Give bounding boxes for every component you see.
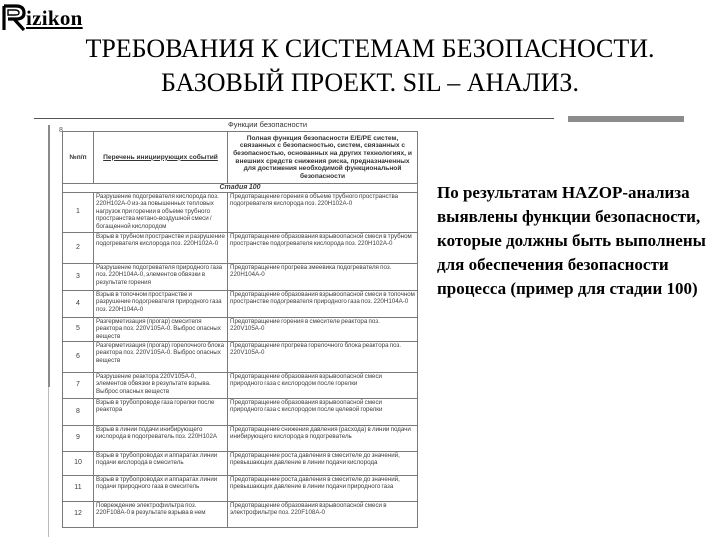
page-title-line-1: ТРЕБОВАНИЯ К СИСТЕМАМ БЕЗОПАСНОСТИ. xyxy=(85,34,655,63)
header-num: №п/п xyxy=(63,132,94,184)
logo-text: izikon xyxy=(26,5,83,30)
row-event: Взрыв в трубном пространстве и разрушение подогревателя кислорода поз. 220Н102А-0 xyxy=(94,232,228,263)
row-num: 6 xyxy=(63,341,94,372)
row-function: Предотвращение образования взрывоопасной смеси природного газа с кислородом после горелки xyxy=(228,372,418,398)
table-row xyxy=(63,232,418,263)
table-row xyxy=(63,341,418,372)
row-num: 5 xyxy=(63,317,94,341)
row-event: Разрушение подогревателя природного газа поз. 220Н104А-0, элементов обвязки в результате горения xyxy=(94,263,228,290)
row-num: 7 xyxy=(63,372,94,398)
row-function: Предотвращение роста давления в смесителе до значений, превышающих давление в линии подачи природного газа xyxy=(228,475,418,501)
row-num: 1 xyxy=(63,192,94,232)
row-event: Повреждение электрофильтра поз. 220F108А-0 в результате взрыва в нем xyxy=(94,501,228,527)
table-row xyxy=(63,475,418,501)
left-accent-line xyxy=(48,125,50,387)
table-row xyxy=(63,398,418,425)
row-event: Разрушение подогревателя кислорода поз. 220Н102А-0 из-за повышенных тепловых нагрузок при горении в объеме трубного пространства метано-воздушной смеси / богащенной кислородом xyxy=(94,192,228,232)
left-accent-line-lower xyxy=(48,387,49,537)
title-divider xyxy=(34,118,554,119)
row-num: 3 xyxy=(63,263,94,290)
row-function: Предотвращение образования взрывоопасной смеси в электрофильтре поз. 220F108А-0 xyxy=(228,501,418,527)
row-event: Взрыв в топочном пространстве и разрушение подогревателя природного газа поз. 220Н104А-0 xyxy=(94,290,228,317)
logo xyxy=(2,2,83,34)
row-num: 4 xyxy=(63,290,94,317)
row-num: 12 xyxy=(63,501,94,527)
document-section-title: Функции безопасности xyxy=(228,120,308,129)
row-function: Предотвращение образования взрывоопасной смеси природного газа с кислородом после целевой горелки xyxy=(228,398,418,425)
row-num: 11 xyxy=(63,475,94,501)
row-function: Предотвращение образования взрывоопасной смеси в топочном пространстве подогревателя природного газа поз. 220Н104А-0 xyxy=(228,290,418,317)
table-row xyxy=(63,263,418,290)
row-num: 9 xyxy=(63,425,94,451)
table-row xyxy=(63,290,418,317)
row-num: 10 xyxy=(63,451,94,475)
stage-row xyxy=(63,184,418,193)
row-function: Предотвращение горения в смесителе реактора поз. 220V105А-0 xyxy=(228,317,418,341)
summary-text: По результатам HAZOP-анализа выявлены функции безопасности, которые должны быть выполнены для обеспечения безопасности процесса (пример для стадии 100) xyxy=(437,183,706,298)
row-function: Предотвращение снижения давления (расхода) в линии подачи инибирующего кислорода в подогреватель xyxy=(228,425,418,451)
row-event: Разрушение реактора 220V105А-0, элементов обвязки в результате взрыва. Выброс опасных веществ xyxy=(94,372,228,398)
table-row xyxy=(63,425,418,451)
row-function: Предотвращение роста давления в смесителе до значений, превышающих давление в линии подачи кислорода xyxy=(228,451,418,475)
document-letter: 8 xyxy=(59,127,63,134)
row-num: 8 xyxy=(63,398,94,425)
table-header-row xyxy=(63,132,418,184)
table-row xyxy=(63,192,418,232)
row-event: Взрыв в линии подачи инибирующего кислорода в подогреватель поз. 220Н102А xyxy=(94,425,228,451)
header-function: Полная функция безопасности Е/Е/РЕ систем, связанных с безопасностью, систем, связанных с безопасностью, основанных на других технологиях, и внешних средств снижения риска, предназначенных для достижения необходимой функциональной безопасности xyxy=(228,132,418,184)
header-event: Перечень инициирующих событий xyxy=(94,132,228,184)
rizikon-logo-icon xyxy=(2,4,28,32)
requirements-table xyxy=(62,131,418,528)
row-function: Предотвращение прогрева змеевика подогревателя поз. 220Н104А-0 xyxy=(228,263,418,290)
row-num: 2 xyxy=(63,232,94,263)
row-function: Предотвращение образования взрывоопасной смеси в трубном пространстве подогревателя кислорода поз. 220Н102А-0 xyxy=(228,232,418,263)
row-function: Предотвращение горения в объеме трубного пространства подогревателя кислорода поз. 220Н102А-0 xyxy=(228,192,418,232)
row-function: Предотвращение прогрева горелочного блока реактора поз. 220V105А-0 xyxy=(228,341,418,372)
table-row xyxy=(63,501,418,527)
table-row xyxy=(63,317,418,341)
title-accent-bar xyxy=(568,116,684,122)
table-row xyxy=(63,451,418,475)
row-event: Разгерметизация (прогар) смесителя реактора поз. 220V105А-0. Выброс опасных веществ xyxy=(94,317,228,341)
stage-label: Стадия 100 xyxy=(63,184,418,193)
table-row xyxy=(63,372,418,398)
row-event: Взрыв в трубопроводах и аппаратах линии подачи кислорода в смеситель xyxy=(94,451,228,475)
row-event: Взрыв в трубопроводах и аппаратах линии подачи природного газа в смеситель xyxy=(94,475,228,501)
row-event: Разгерметизация (прогар) горелочного блока реактора поз. 220V105А-0. Выброс опасных веществ xyxy=(94,341,228,372)
page-title-line-2: БАЗОВЫЙ ПРОЕКТ. SIL – АНАЛИЗ. xyxy=(161,68,579,97)
page-title xyxy=(30,32,710,100)
row-event: Взрыв в трубопроводе газа горелки после реактора xyxy=(94,398,228,425)
